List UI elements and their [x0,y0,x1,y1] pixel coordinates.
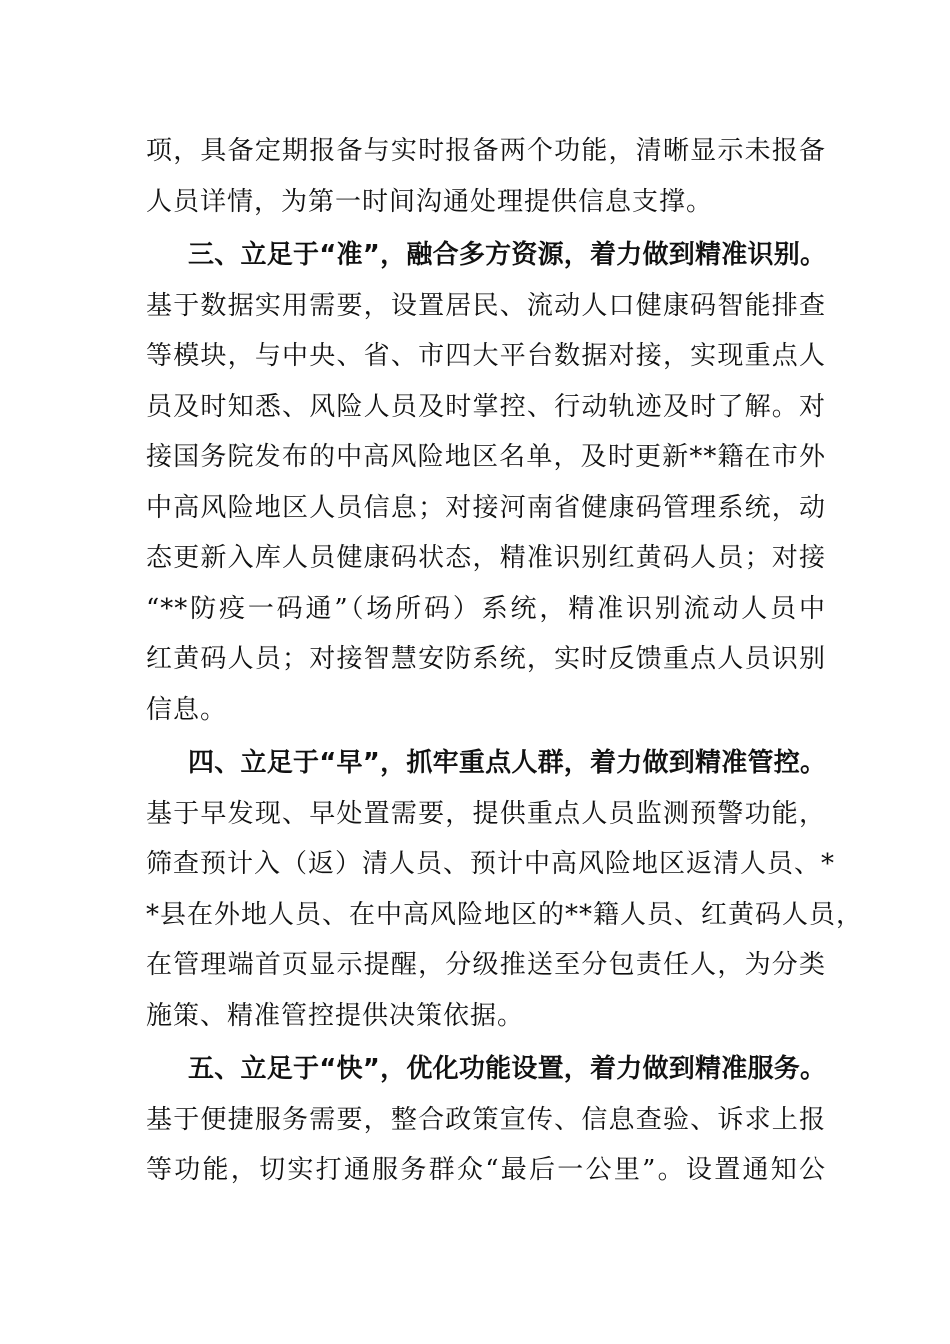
text-line: 筛查预计入（返）清人员、预计中高风险地区返清人员、* [146,849,836,879]
text-line: 红黄码人员；对接智慧安防系统，实时反馈重点人员识别 [146,644,826,674]
section-heading: 五、立足于“快”，优化功能设置，着力做到精准服务。 [188,1054,826,1084]
text-line: 在管理端首页显示提醒，分级推送至分包责任人，为分类 [146,950,826,980]
text-line: 接国务院发布的中高风险地区名单，及时更新**籍在市外 [146,442,826,472]
text-line: 员及时知悉、风险人员及时掌控、行动轨迹及时了解。对 [146,391,826,422]
text-line: 信息。 [146,694,228,725]
text-line: 态更新入库人员健康码状态，精准识别红黄码人员；对接 [146,543,826,573]
section-four [146,738,864,1041]
text-line: 等模块，与中央、省、市四大平台数据对接，实现重点人 [146,341,826,371]
text-line: 施策、精准管控提供决策依据。 [146,1000,525,1031]
section-five [146,1044,826,1196]
document-body [146,126,864,1196]
paragraph-continuation [146,126,826,227]
text-line: 等功能，切实打通服务群众“最后一公里”。设置通知公 [146,1155,826,1185]
section-three [146,230,826,735]
text-line: 基于数据实用需要，设置居民、流动人口健康码智能排查 [146,290,826,321]
text-line: 基于便捷服务需要，整合政策宣传、信息查验、诉求上报 [146,1104,826,1135]
section-heading: 三、立足于“准”，融合多方资源，着力做到精准识别。 [188,240,826,270]
text-line: *县在外地人员、在中高风险地区的**籍人员、红黄码人员， [146,899,864,930]
text-line: 项，具备定期报备与实时报备两个功能，清晰显示未报备 [146,136,826,166]
text-line: “**防疫一码通”（场所码）系统，精准识别流动人员中 [146,593,826,624]
text-line: 中高风险地区人员信息；对接河南省健康码管理系统，动 [146,492,826,523]
section-heading: 四、立足于“早”，抓牢重点人群，着力做到精准管控。 [188,748,826,778]
text-line: 基于早发现、早处置需要，提供重点人员监测预警功能， [146,798,826,829]
text-line: 人员详情，为第一时间沟通处理提供信息支撑。 [146,186,714,217]
